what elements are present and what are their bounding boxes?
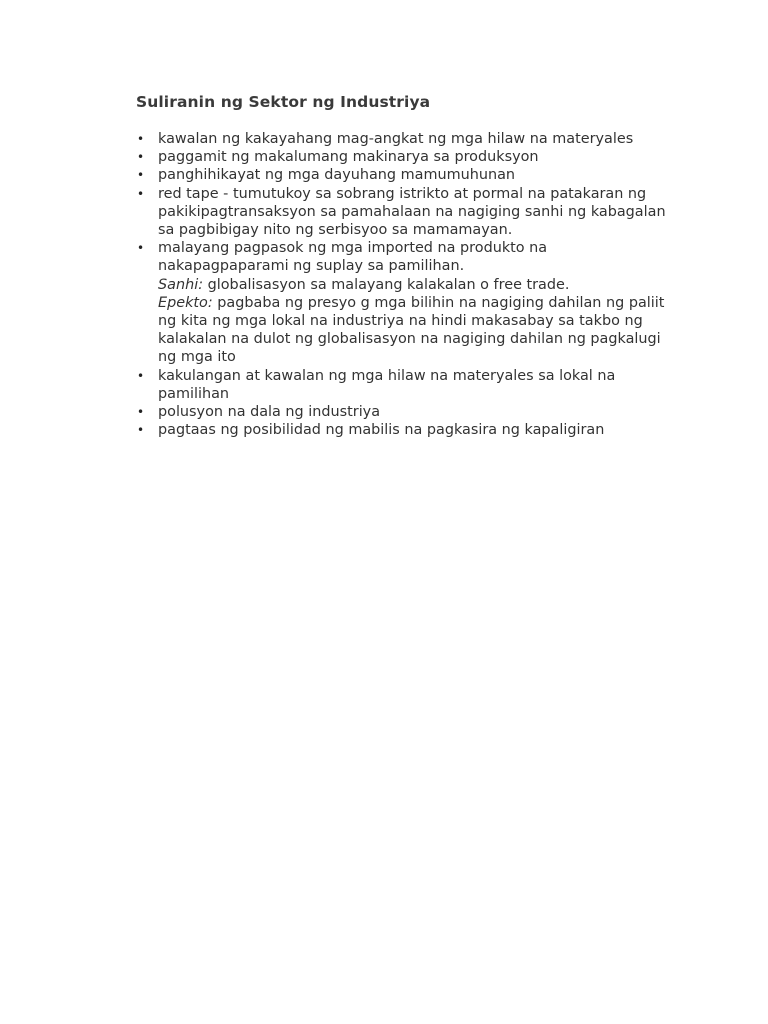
bullet-icon: • xyxy=(137,168,145,183)
effect-line xyxy=(158,294,676,367)
bullet-icon: • xyxy=(137,423,145,438)
list-item xyxy=(136,239,676,366)
list-item xyxy=(136,166,676,184)
list-item xyxy=(136,403,676,421)
cause-label: Sanhi: xyxy=(158,276,204,293)
list-item-text: polusyon na dala ng industriya xyxy=(158,404,381,421)
cause-line xyxy=(158,276,676,294)
list-item xyxy=(136,130,676,148)
effect-text: pagbaba ng presyo g mga bilihin na nagiging dahilan ng paliit ng kita ng mga lokal na industriya na hindi makasabay sa takbo ng kalakalan na dulot ng globalisasyon na nagiging dahilan ng pagkalugi ng mga ito xyxy=(158,294,665,366)
list-item-text: paggamit ng makalumang makinarya sa produksyon xyxy=(158,149,539,166)
document-page xyxy=(136,92,676,439)
list-item xyxy=(136,421,676,439)
list-item xyxy=(136,148,676,166)
bullet-icon: • xyxy=(137,405,145,420)
cause-text: globalisasyon sa malayang kalakalan o free trade. xyxy=(207,276,570,293)
list-item xyxy=(136,185,676,240)
document-title: Suliranin ng Sektor ng Industriya xyxy=(136,93,431,111)
list-item xyxy=(136,367,676,403)
bullet-icon: • xyxy=(137,150,145,165)
bullet-icon: • xyxy=(137,368,145,383)
effect-label: Epekto: xyxy=(158,294,213,311)
list-item-text: panghihikayat ng mga dayuhang mamumuhunan xyxy=(158,167,516,184)
list-item-text: malayang pagpasok ng mga imported na produkto na nakapagpaparami ng suplay sa pamilihan. xyxy=(158,240,548,275)
list-item-text: pagtaas ng posibilidad ng mabilis na pagkasira ng kapaligiran xyxy=(158,422,605,439)
bullet-icon: • xyxy=(137,132,145,146)
list-item-text: kakulangan at kawalan ng mga hilaw na materyales sa lokal na pamilihan xyxy=(158,367,616,402)
bullet-icon: • xyxy=(137,186,145,201)
issues-list xyxy=(136,130,676,439)
list-item-text: kawalan ng kakayahang mag-angkat ng mga hilaw na materyales xyxy=(158,131,634,147)
list-item-text: red tape - tumutukoy sa sobrang istrikto at pormal na patakaran ng pakikipagtransaksyon sa pamahalaan na nagiging sanhi ng kabagalan sa pagbibigay nito ng serbisyoo sa mamamayan. xyxy=(158,185,666,239)
bullet-icon: • xyxy=(137,241,145,256)
